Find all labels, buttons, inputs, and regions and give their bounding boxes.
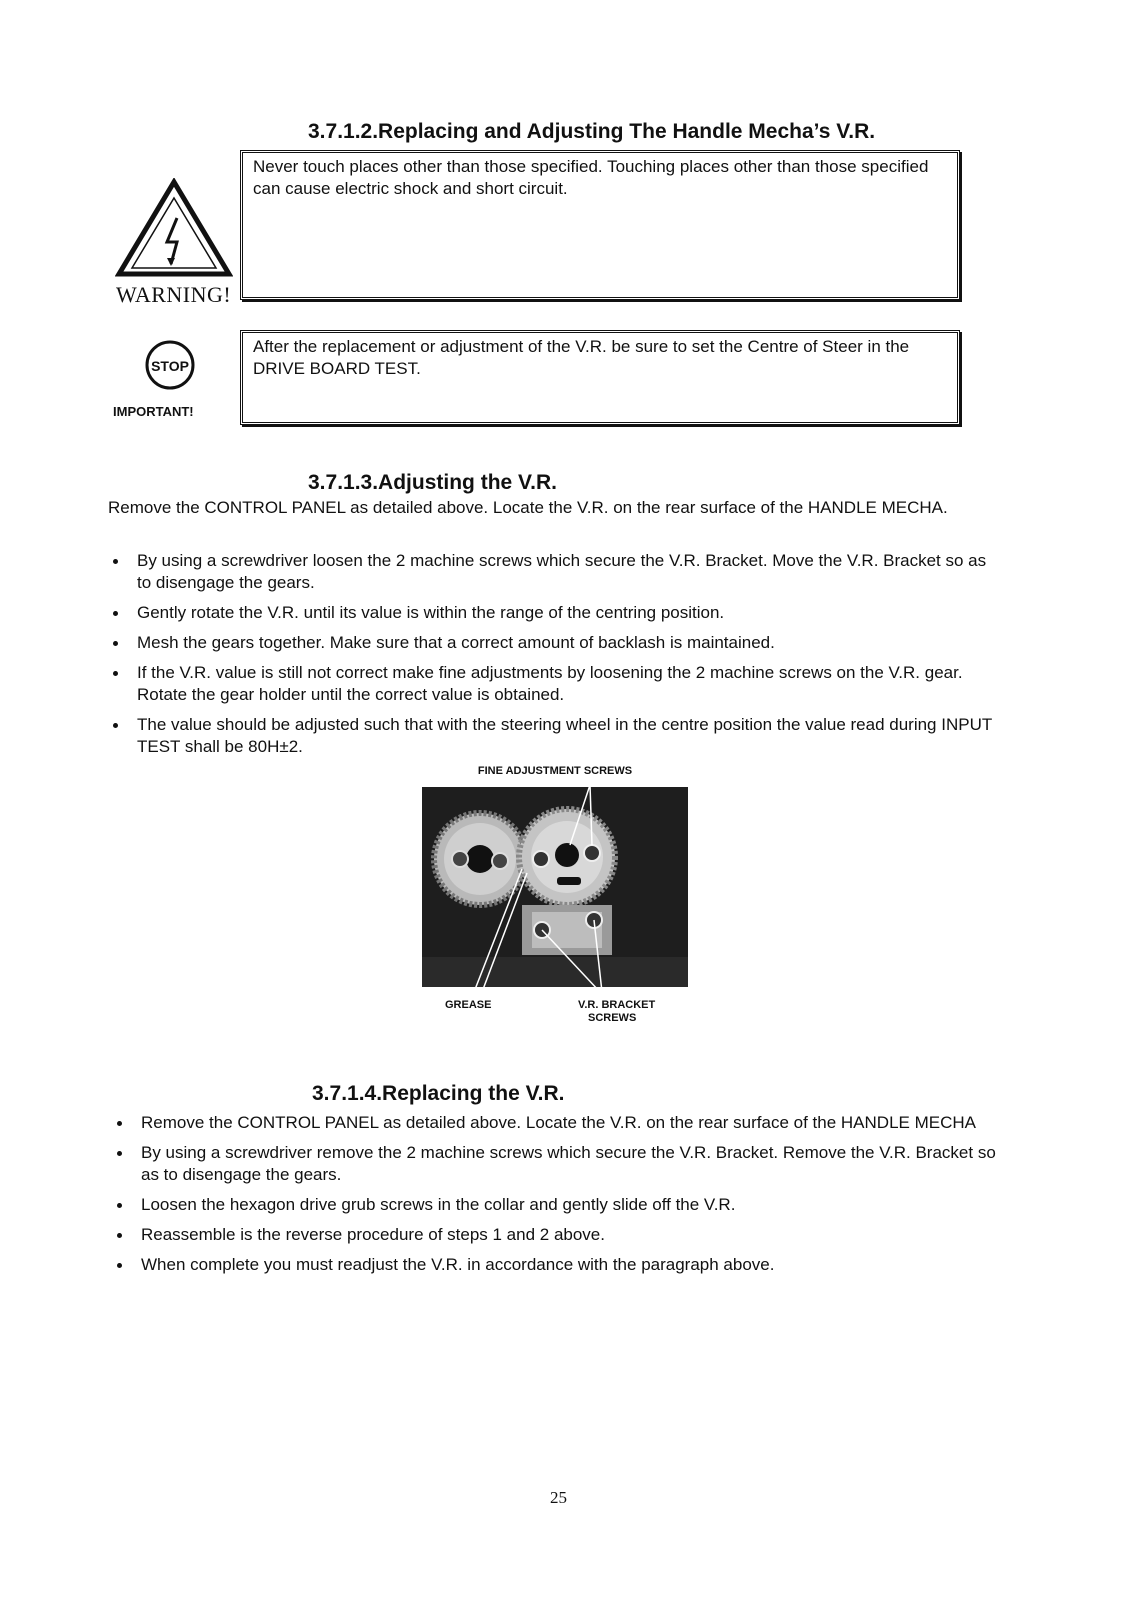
list-item: Mesh the gears together. Make sure that a correct amount of backlash is maintained. bbox=[108, 632, 998, 654]
photo-label-grease: GREASE bbox=[445, 999, 492, 1011]
stop-sign-text: STOP bbox=[151, 358, 189, 374]
electric-hazard-triangle-icon bbox=[115, 178, 233, 278]
list-item: When complete you must readjust the V.R. in accordance with the paragraph above. bbox=[112, 1254, 1012, 1276]
section-heading-adjusting: 3.7.1.3.Adjusting the V.R. bbox=[308, 471, 557, 494]
warning-label: WARNING! bbox=[116, 282, 232, 307]
important-text: After the replacement or adjustment of the V.R. be sure to set the Centre of Steer in the DRIVE BOARD TEST. bbox=[253, 337, 910, 378]
photo-label-bracket-line2: SCREWS bbox=[588, 1012, 637, 1024]
page-number: 25 bbox=[550, 1488, 567, 1507]
gear-mechanism-photo bbox=[422, 787, 688, 987]
photo-label-bracket-line1: V.R. BRACKET bbox=[578, 999, 656, 1011]
list-item: The value should be adjusted such that with the steering wheel in the centre position the value read during INPUT TEST shall be 80H±2. bbox=[108, 714, 998, 758]
list-item: If the V.R. value is still not correct make fine adjustments by loosening the 2 machine screws on the V.R. gear. Rotate the gear holder until the correct value is obtained. bbox=[108, 662, 998, 706]
warning-text: Never touch places other than those specified. Touching places other than those specified can cause electric shock and short circuit. bbox=[253, 157, 929, 198]
adjusting-intro: Remove the CONTROL PANEL as detailed above. Locate the V.R. on the rear surface of the HANDLE MECHA. bbox=[108, 498, 948, 517]
stop-sign-icon bbox=[145, 340, 195, 390]
photo-label-fine-adjustment: FINE ADJUSTMENT SCREWS bbox=[477, 765, 633, 777]
section-heading-replacing: 3.7.1.4.Replacing the V.R. bbox=[312, 1082, 565, 1105]
important-box bbox=[240, 330, 960, 425]
warning-box bbox=[240, 150, 960, 300]
list-item: Reassemble is the reverse procedure of steps 1 and 2 above. bbox=[112, 1224, 1012, 1246]
important-label: IMPORTANT! bbox=[113, 404, 194, 419]
list-item: By using a screwdriver remove the 2 machine screws which secure the V.R. Bracket. Remove the V.R. Bracket so as to disengage the gears. bbox=[112, 1142, 1012, 1186]
photo-label-bracket-screws bbox=[578, 999, 655, 1025]
list-item: Loosen the hexagon drive grub screws in the collar and gently slide off the V.R. bbox=[112, 1194, 1012, 1216]
list-item: Gently rotate the V.R. until its value is within the range of the centring position. bbox=[108, 602, 998, 624]
replacing-steps-list bbox=[112, 1112, 1012, 1284]
adjusting-steps-list bbox=[108, 550, 998, 766]
list-item: By using a screwdriver loosen the 2 machine screws which secure the V.R. Bracket. Move the V.R. Bracket so as to disengage the gears. bbox=[108, 550, 998, 594]
section-heading-replacing-adjusting: 3.7.1.2.Replacing and Adjusting The Handle Mecha’s V.R. bbox=[308, 120, 876, 143]
list-item: Remove the CONTROL PANEL as detailed above. Locate the V.R. on the rear surface of the HANDLE MECHA bbox=[112, 1112, 1012, 1134]
